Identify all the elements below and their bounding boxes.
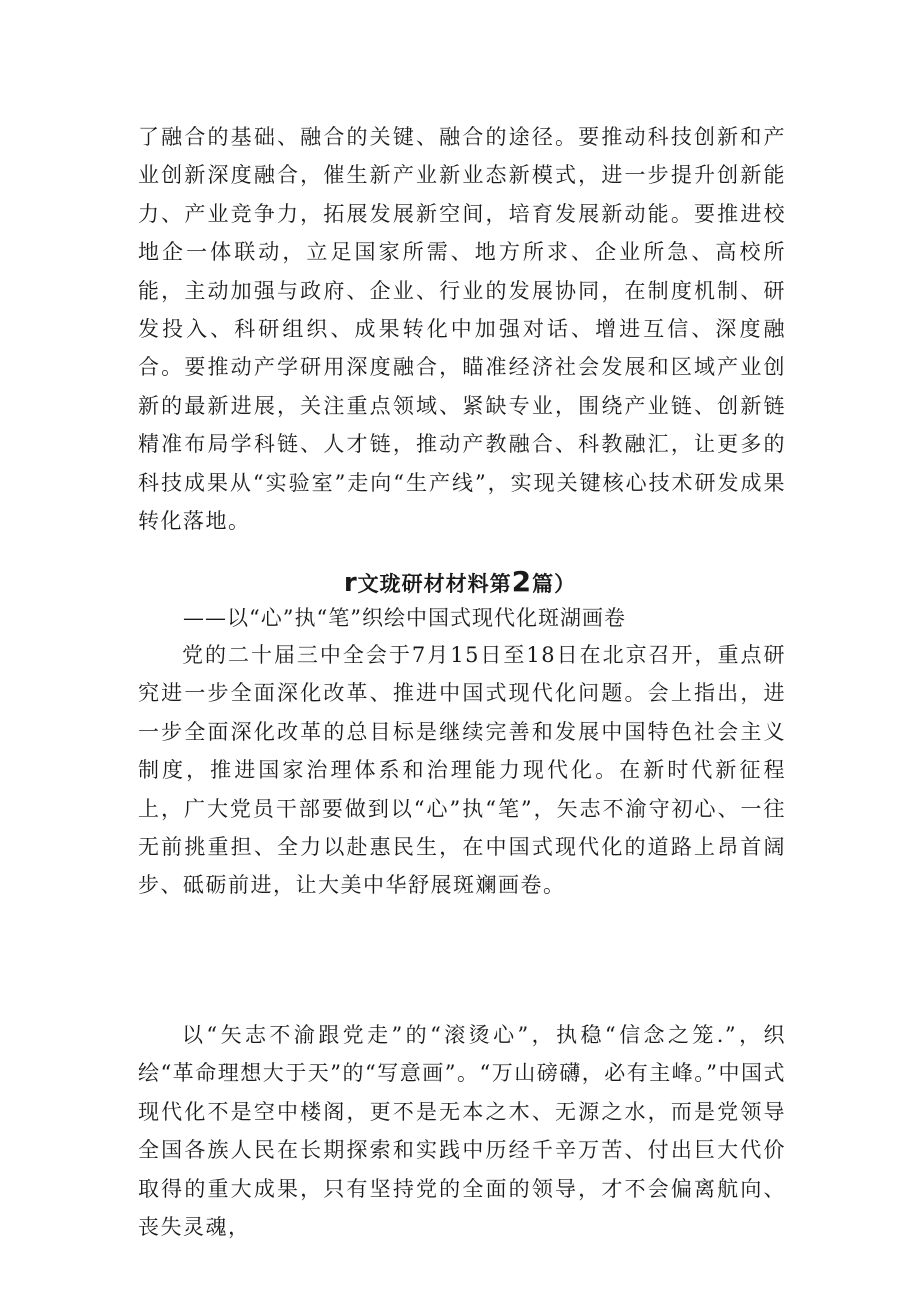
body-paragraph: 以“矢志不渝跟党走”的“滚烫心”，执稳“信念之笼.”，织绘“革命理想大于天”的“写意画”。“万山磅礴，必有主峰。”中国式现代化不是空中楼阁，更不是无本之木、无源之水，而是党领导全国各族人民在长期探索和实践中历经千辛万苦、付出巨大代价取得的重大成果，只有坚持党的全面的领导，才不会偏离航向、丧失灵魂， xyxy=(138,1023,786,1240)
heading-suffix: 篇） xyxy=(532,571,577,596)
heading-prefix: r xyxy=(343,568,358,598)
heading-text: 文珑研材材料第 xyxy=(357,571,512,596)
section-heading xyxy=(0,564,920,602)
heading-number: 2 xyxy=(511,565,533,598)
section-subtitle: ——以“心”执“笔”织绘中国式现代化斑湖画卷 xyxy=(183,606,626,630)
body-paragraph: 了融合的基础、融合的关键、融合的途径。要推动科技创新和产业创新深度融合，催生新产业新业态新模式，进一步提升创新能力、产业竞争力，拓展发展新空间，培育发展新动能。要推进校地企一体联动，立足国家所需、地方所求、企业所急、高校所能，主动加强与政府、企业、行业的发展协同，在制度机制、研发投入、科研组织、成果转化中加强对话、增进互信、深度融合。要推动产学研用深度融合，瞄准经济社会发展和区域产业创新的最新进展，关注重点领域、紧缺专业，围绕产业链、创新链精准布局学科链、人才链，推动产教融合、科教融汇，让更多的科技成果从“实验室”走向“生产线”，实现关键核心技术研发成果转化落地。 xyxy=(138,125,786,534)
body-paragraph: 党的二十届三中全会于7月15日至18日在北京召开，重点研究进一步全面深化改革、推进中国式现代化问题。会上指出，进一步全面深化改革的总目标是继续完善和发展中国特色社会主义制度，推进国家治理体系和治理能力现代化。在新时代新征程上，广大党员干部要做到以“心”执“笔”，矢志不渝守初心、一往无前挑重担、全力以赴惠民生，在中国式现代化的道路上昂首阔步、砥砺前进，让大美中华舒展斑斓画卷。 xyxy=(138,643,786,898)
